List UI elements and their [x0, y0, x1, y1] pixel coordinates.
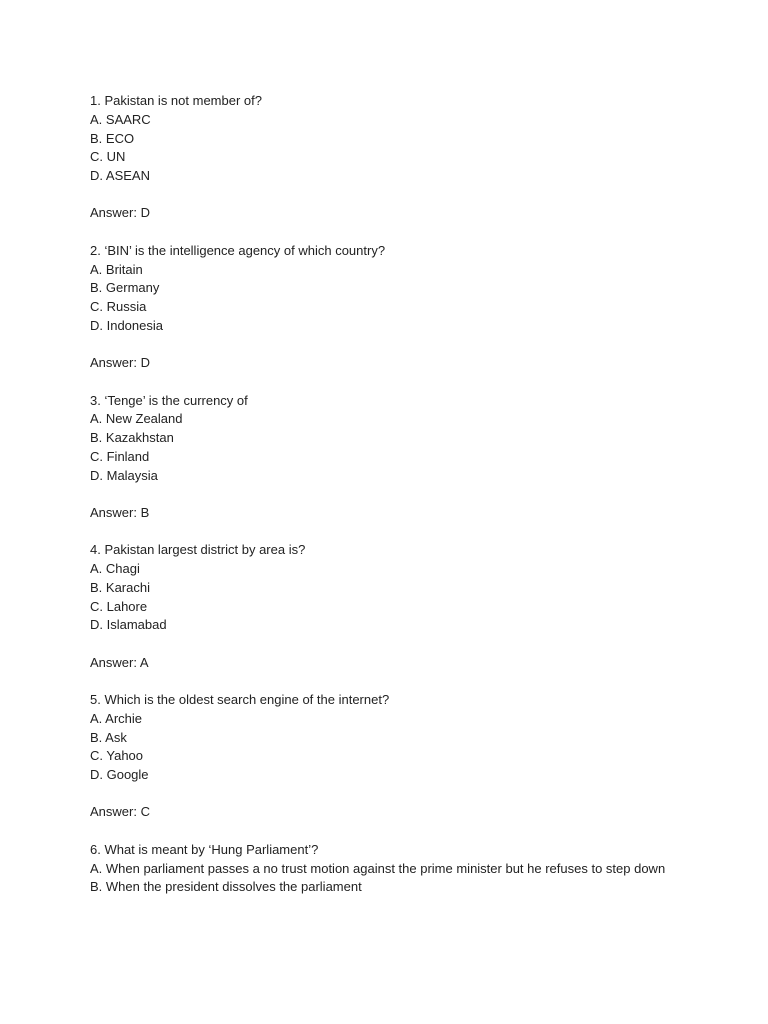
option-d: D. Indonesia: [90, 317, 163, 333]
question-block-2: [90, 242, 690, 373]
answer-text: Answer: B: [90, 504, 150, 520]
question-block-1: [90, 92, 690, 223]
option-c: C. Finland: [90, 448, 150, 464]
answer-text: Answer: A: [90, 654, 149, 670]
option-b: B. ECO: [90, 130, 135, 146]
question-text: 1. Pakistan is not member of?: [90, 93, 262, 108]
option-d: D. Google: [90, 767, 149, 783]
question-text: 3. ‘Tenge’ is the currency of: [90, 392, 248, 408]
option-c: C. UN: [90, 149, 126, 165]
option-d: D. Malaysia: [90, 467, 158, 483]
option-b: B. Kazakhstan: [90, 430, 174, 446]
option-a: A. SAARC: [90, 111, 151, 127]
question-text: 6. What is meant by ‘Hung Parliament’?: [90, 841, 319, 857]
option-b: B. Ask: [90, 729, 127, 745]
option-b: B. Karachi: [90, 579, 150, 595]
option-c: C. Lahore: [90, 598, 148, 614]
question-block-3: [90, 392, 690, 523]
option-a: A. Britain: [90, 261, 143, 277]
option-a: A. New Zealand: [90, 411, 183, 427]
question-block-5: [90, 691, 690, 822]
option-b: B. When the president dissolves the parliament: [90, 879, 362, 895]
option-d: D. Islamabad: [90, 617, 167, 633]
option-c: C. Yahoo: [90, 748, 144, 764]
option-a: A. Archie: [90, 710, 143, 726]
answer-text: Answer: D: [90, 205, 150, 221]
question-text: 4. Pakistan largest district by area is?: [90, 542, 306, 558]
option-d: D. ASEAN: [90, 168, 150, 184]
option-b: B. Germany: [90, 280, 160, 296]
option-a: A. When parliament passes a no trust motion against the prime minister but he refuses to step down: [90, 860, 666, 876]
question-block-6: [90, 841, 690, 897]
quiz-document: [90, 92, 690, 916]
option-a: A. Chagi: [90, 561, 140, 577]
question-text: 5. Which is the oldest search engine of the internet?: [90, 692, 390, 708]
answer-text: Answer: C: [90, 804, 150, 820]
option-c: C. Russia: [90, 299, 147, 315]
question-block-4: [90, 541, 690, 672]
question-text: 2. ‘BIN’ is the intelligence agency of which country?: [90, 242, 386, 258]
answer-text: Answer: D: [90, 355, 150, 371]
